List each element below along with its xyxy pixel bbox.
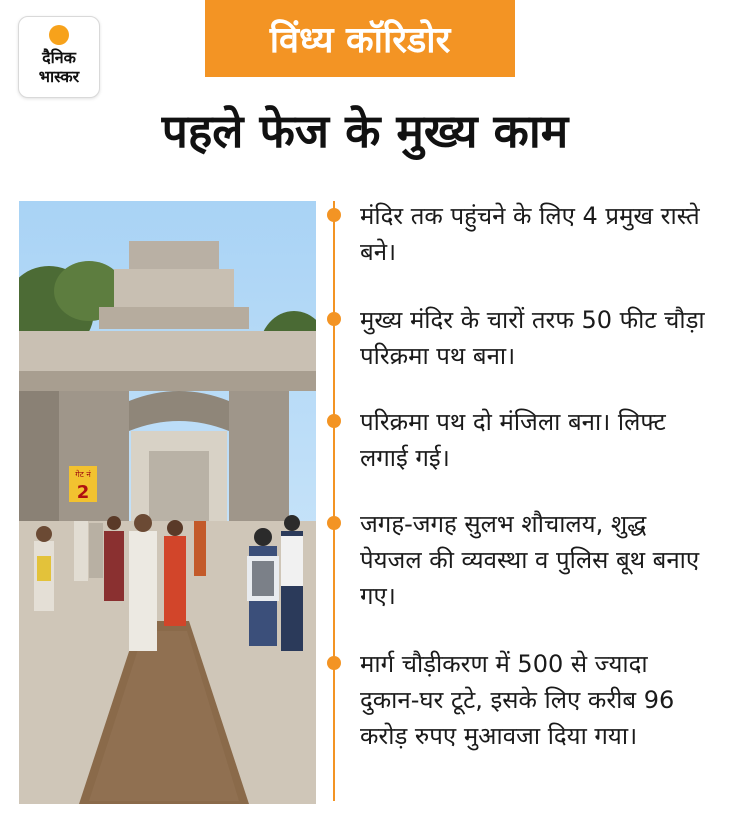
bullet-dot (327, 312, 341, 326)
bullet-dot (327, 208, 341, 222)
timeline-line (333, 201, 335, 801)
logo-line-1: दैनिक (42, 48, 76, 67)
section-tag: विंध्य कॉरिडोर (205, 0, 515, 77)
bullet-dot (327, 656, 341, 670)
logo-line-2: भास्कर (38, 67, 80, 86)
bullet-dot (327, 414, 341, 428)
point-2: मुख्य मंदिर के चारों तरफ 50 फीट चौड़ा परिक्रमा पथ बना। (360, 306, 705, 370)
point-5: मार्ग चौड़ीकरण में 500 से ज्यादा दुकान-घर टूटे, इसके लिए करीब 96 करोड़ रुपए मुआवजा दिया गया। (360, 650, 675, 750)
gate-sign-number: 2 (76, 482, 90, 503)
sun-icon (49, 25, 69, 45)
point-3: परिक्रमा पथ दो मंजिला बना। लिफ्ट लगाई गई। (360, 408, 666, 472)
point-4: जगह-जगह सुलभ शौचालय, शुद्ध पेयजल की व्यवस्था व पुलिस बूथ बनाए गए। (360, 510, 700, 610)
bullet-dot (327, 516, 341, 530)
gate-sign-text: गेट नं (75, 470, 91, 479)
temple-gate-photo (19, 201, 316, 804)
page-title: पहले फेज के मुख्य काम (161, 104, 569, 158)
point-1: मंदिर तक पहुंचने के लिए 4 प्रमुख रास्ते बने। (360, 202, 700, 266)
dainik-bhaskar-logo (18, 16, 100, 98)
